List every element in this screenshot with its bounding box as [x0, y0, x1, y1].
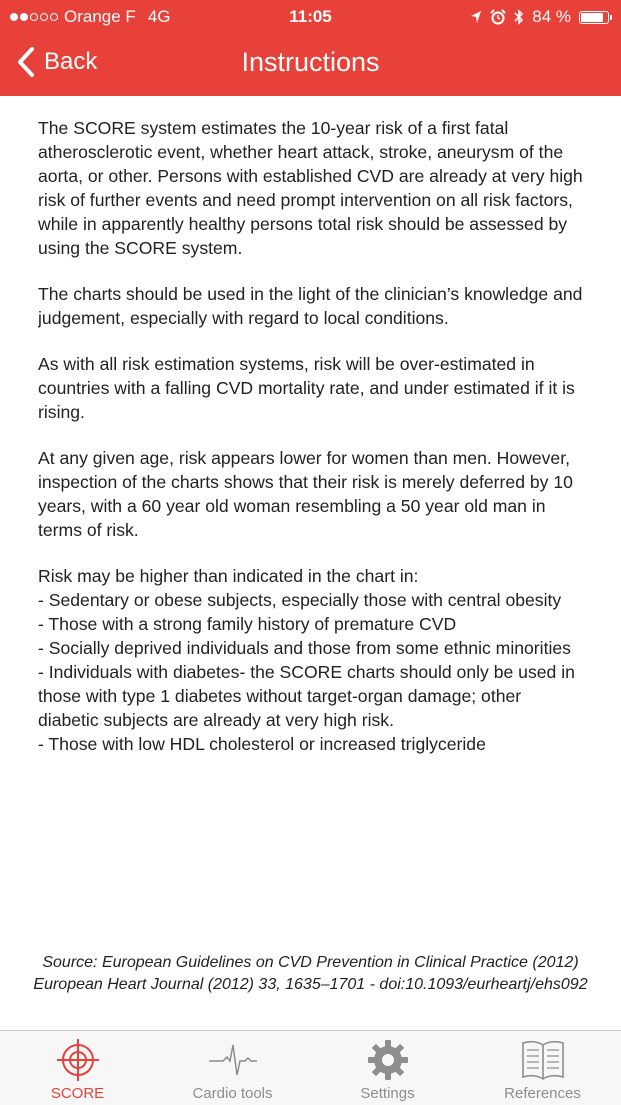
tab-settings[interactable] — [310, 1031, 465, 1105]
network-type: 4G — [147, 7, 171, 26]
instructions-text-area[interactable] — [38, 116, 586, 780]
battery-percent: 84 % — [532, 7, 571, 26]
book-icon — [519, 1037, 567, 1083]
paragraph-charts-usage: The charts should be used in the light of the clinician’s knowledge and judgement, especially with regard to local conditions. — [38, 284, 583, 328]
back-button-label: Back — [44, 48, 98, 75]
list-item: - Those with a strong family history of premature CVD — [38, 614, 457, 634]
crosshair-icon — [54, 1037, 102, 1083]
tab-score[interactable] — [0, 1031, 155, 1105]
gear-icon — [364, 1037, 412, 1083]
ecg-wave-icon — [209, 1037, 257, 1083]
status-time: 11:05 — [289, 7, 332, 26]
tab-bar — [0, 1030, 621, 1105]
source-citation: Source: European Guidelines on CVD Prevention in Clinical Practice (2012) European Heart Journal (2012) 33, 1635–1701 - doi:10.1093/eurheartj/ehs092 — [33, 954, 588, 993]
tab-cardio-tools[interactable] — [155, 1031, 310, 1105]
location-arrow-icon — [470, 10, 482, 24]
navigation-bar — [0, 34, 621, 96]
battery-icon — [579, 11, 609, 24]
tab-settings-label: Settings — [360, 1085, 415, 1102]
paragraph-women-risk: At any given age, risk appears lower for women than men. However, inspection of the charts shows that their risk is merely deferred by 10 years, with a 60 year old woman resembling a 50 year old man in terms of risk. — [38, 448, 573, 540]
tab-references[interactable] — [465, 1031, 620, 1105]
risk-list — [38, 564, 586, 756]
status-bar — [0, 0, 621, 34]
bluetooth-icon — [514, 9, 524, 25]
list-item: - Sedentary or obese subjects, especially those with central obesity — [38, 590, 562, 610]
tab-score-label: SCORE — [50, 1085, 105, 1102]
list-item: - Socially deprived individuals and those from some ethnic minorities — [38, 638, 571, 658]
paragraph-risk-estimation: As with all risk estimation systems, risk will be over-estimated in countries with a falling CVD mortality rate, and under estimated if it is rising. — [38, 354, 575, 422]
status-right — [470, 7, 609, 27]
list-item: - Individuals with diabetes- the SCORE charts should only be used in those with type 1 diabetes without target-organ damage; other diabetic subjects are already at very high risk. — [38, 662, 575, 730]
carrier-name: Orange F — [64, 7, 136, 26]
alarm-clock-icon — [490, 9, 506, 25]
tab-cardio-tools-label: Cardio tools — [192, 1085, 273, 1102]
risk-list-intro: Risk may be higher than indicated in the chart in: — [38, 566, 419, 586]
paragraph-score-system: The SCORE system estimates the 10-year risk of a first fatal atherosclerotic event, whether heart attack, stroke, aneurysm of the aorta, or other. Persons with established CVD are already at very high risk of further events and need prompt intervention on all risk factors, while in apparently healthy persons total risk should be assessed by using the SCORE system. — [38, 118, 583, 258]
list-item: - Those with low HDL cholesterol or increased triglyceride — [38, 734, 486, 754]
page-title: Instructions — [241, 47, 380, 77]
tab-references-label: References — [504, 1085, 581, 1102]
